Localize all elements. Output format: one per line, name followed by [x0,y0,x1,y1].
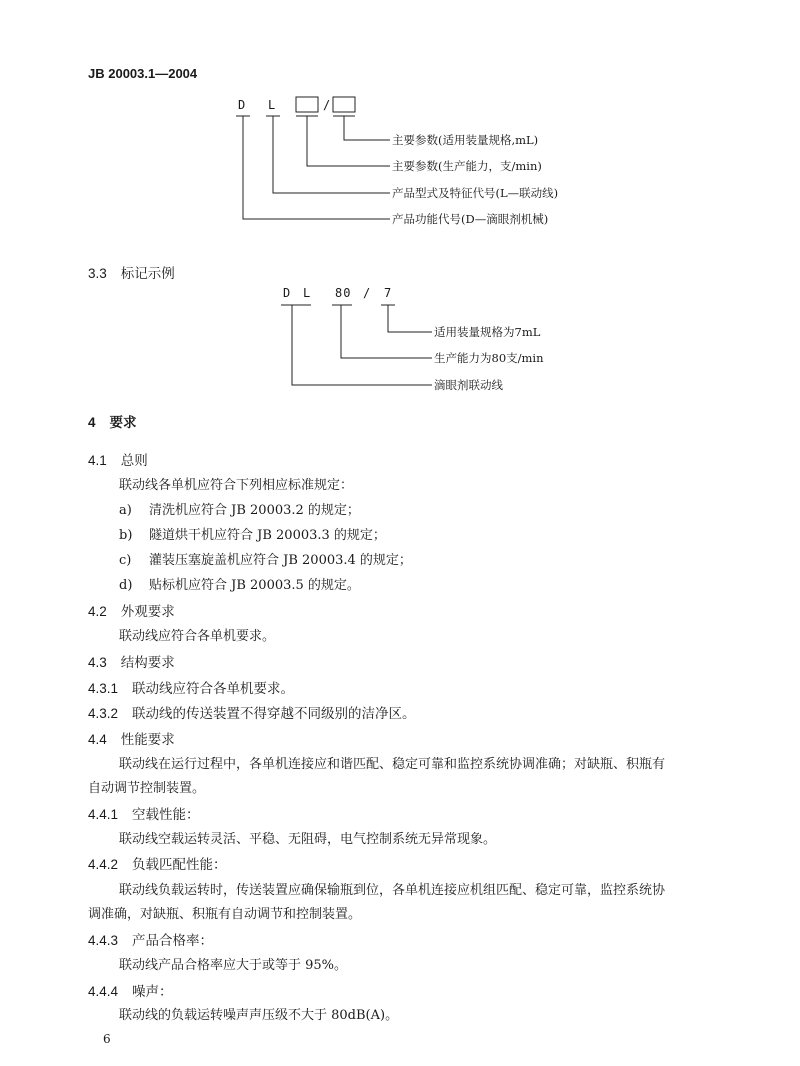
clause-title: 负载匹配性能： [132,857,227,873]
code-letter-d: D [238,98,247,112]
list-text: 灌装压塞旋盖机应符合 JB 20003.4 的规定； [149,553,412,568]
clause-title: 空载性能： [132,807,200,823]
clause-title: 噪声： [132,984,173,1000]
list-text: 隧道烘干机应符合 JB 20003.3 的规定； [149,528,386,543]
section-4-2-heading [88,600,175,620]
clause-number: 4.4.3 [88,933,119,948]
example-letter-d: D [283,286,292,300]
list-item [119,549,412,568]
example-letter-l: L [303,286,312,300]
clause-text: 联动线的传送装置不得穿越不同级别的洁净区。 [132,706,416,722]
clause-4-4-2-body-line-2: 调准确，对缺瓶、积瓶有自动调节和控制装置。 [88,907,362,922]
clause-4-3-1 [88,677,294,697]
section-4-1-heading [88,449,148,469]
clause-4-4-1-body: 联动线空载运转灵活、平稳、无阻碍，电气控制系统无异常现象。 [119,832,497,847]
example-label-product: 滴眼剂联动线 [434,378,503,392]
list-item [119,574,360,593]
clause-number: 4.4.2 [88,857,119,872]
list-marker: d) [119,578,133,593]
clause-title: 产品合格率： [132,933,214,949]
code-label-function-code: 产品功能代号(D—滴眼剂机械) [392,212,549,226]
document-code-header: JB 20003.1—2004 [88,66,198,81]
section-4-3-heading [88,651,175,671]
code-label-main-param-volume: 主要参数(适用装量规格,mL) [392,133,539,147]
code-label-main-param-capacity: 主要参数(生产能力，支/min) [392,159,542,173]
section-number: 4.2 [88,604,107,619]
example-label-capacity: 生产能力为80支/min [434,351,544,365]
clause-4-4-4-heading [88,980,173,1000]
clause-number: 4.3.1 [88,681,119,696]
example-slash: / [363,286,372,300]
section-title: 标记示例 [120,266,175,282]
section-4-heading [88,411,137,431]
clause-4-4-3-body: 联动线产品合格率应大于或等于 95%。 [119,958,348,973]
list-text: 清洗机应符合 JB 20003.2 的规定； [149,503,360,518]
list-text: 贴标机应符合 JB 20003.5 的规定。 [149,578,360,593]
code-letter-l: L [268,98,277,112]
section-4-4-heading [88,728,175,748]
clause-text: 联动线应符合各单机要求。 [132,681,295,697]
section-title: 总则 [120,453,148,469]
clause-4-3-2 [88,702,416,722]
section-title: 外观要求 [120,604,175,620]
clause-4-4-4-body: 联动线的负载运转噪声声压级不大于 80dB(A)。 [119,1008,399,1023]
clause-4-4-3-heading [88,929,213,949]
section-title: 要求 [109,415,137,431]
list-item [119,499,360,518]
section-number: 4.4 [88,732,107,747]
code-slash: / [323,98,332,112]
section-title: 性能要求 [120,732,175,748]
list-marker: c) [119,553,132,568]
list-marker: b) [119,528,133,543]
section-4-2-body: 联动线应符合各单机要求。 [119,629,276,644]
list-marker: a) [119,503,132,518]
code-label-type-code: 产品型式及特征代号(L—联动线) [392,186,559,200]
list-item [119,524,386,543]
section-number: 4.3 [88,655,107,670]
example-capacity: 80 [335,286,352,300]
clause-4-4-2-body-line-1: 联动线负载运转时，传送装置应确保输瓶到位，各单机连接应机组匹配、稳定可靠，监控系统协 [119,883,666,898]
example-volume: 7 [384,286,393,300]
section-number: 3.3 [88,266,107,281]
section-number: 4.1 [88,453,107,468]
clause-4-4-2-heading [88,853,227,873]
clause-number: 4.4.4 [88,984,119,999]
example-label-volume: 适用装量规格为7mL [434,325,541,339]
clause-number: 4.4.1 [88,807,119,822]
clause-4-4-1-heading [88,803,200,823]
clause-number: 4.3.2 [88,706,119,721]
section-4-4-body-line-1: 联动线在运行过程中，各单机连接应和谐匹配、稳定可靠和监控系统协调准确；对缺瓶、积瓶有 [119,757,666,772]
section-title: 结构要求 [120,655,175,671]
section-4-4-body-line-2: 自动调节控制装置。 [88,781,206,796]
page-number: 6 [103,1032,111,1046]
section-4-1-intro: 联动线各单机应符合下列相应标准规定： [119,478,354,493]
section-number: 4 [88,415,96,430]
